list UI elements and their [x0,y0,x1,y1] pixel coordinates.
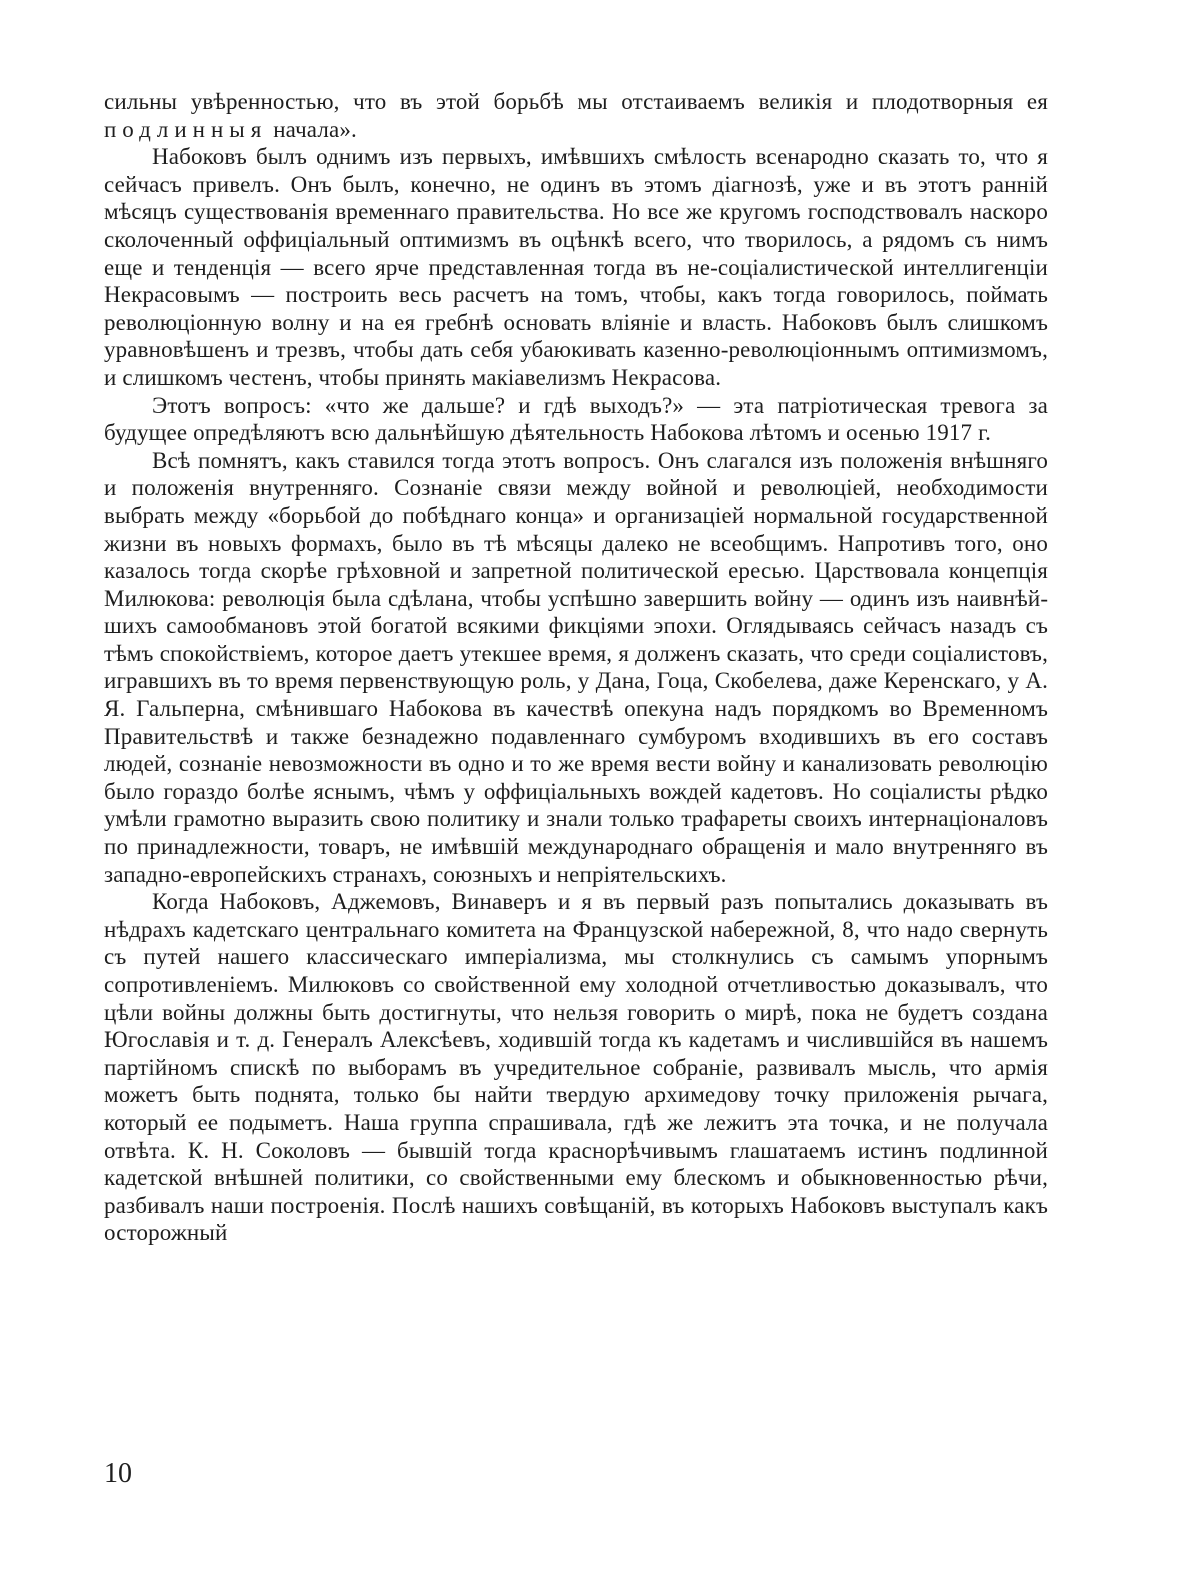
page-number: 10 [104,1458,132,1489]
paragraph-continued [104,88,1048,143]
paragraph-2: Набоковъ былъ однимъ изъ первыхъ, имѣвшихъ смѣлость всенародно сказать то, что я сейчасъ привелъ. Онъ былъ, конечно, не одинъ въ этомъ діагнозѣ, уже и въ этотъ раннiй мѣсяцъ существованія временнаго правительства. Но все же кругомъ господствовалъ наскоро сколоченный оффиціальный оптимизмъ въ оцѣнкѣ всего, что творилось, а рядомъ съ нимъ еще и тенденція — всего ярче представленная тогда въ не-соціалистической интеллигенціи Некрасовымъ — построить весь расчетъ на томъ, чтобы, какъ тогда говорилось, поймать революціонную волну и на ея гребнѣ основать вліяніе и власть. Набоковъ былъ слишкомъ уравновѣшенъ и трезвъ, чтобы дать себя убаюкивать казенно-революціоннымъ оптимизмомъ, и слишкомъ честенъ, чтобы принять макіавелизмъ Некрасова. [104,144,1048,390]
paragraph-3: Этотъ вопросъ: «что же дальше? и гдѣ выходъ?» — эта патріотическая тревога за будущее опредѣляютъ всю дальнѣйшую дѣятельность Набокова лѣтомъ и осенью 1917 г. [104,392,1048,446]
body-text [104,88,1048,1247]
paragraph-4: Всѣ помнятъ, какъ ставился тогда этотъ вопросъ. Онъ слагался изъ положенія внѣшняго и положенія внутренняго. Сознаніе связи между войной и революціей, необходимости выбрать между «борьбой до побѣднаго конца» и организаціей нормальной государственной жизни въ новыхъ формахъ, было въ тѣ мѣсяцы далеко не всеобщимъ. Напротивъ того, оно казалось тогда скорѣе грѣховной и запретной политической ересью. Царствовала концепція Милюкова: революція была сдѣлана, чтобы успѣшно завершить войну — одинъ изъ наивнѣйшихъ самообмановъ этой богатой всякими фикціями эпохи. Оглядываясь сейчасъ назадъ съ тѣмъ спокойствіемъ, которое даетъ утекшее время, я долженъ сказать, что среди соціалистовъ, игравшихъ въ то время первенствующую роль, у Дана, Гоца, Скобелева, даже Керенскаго, у А. Я. Гальперна, смѣнившаго Набокова въ качествѣ опекуна надъ порядкомъ во Временномъ Правительствѣ и также безнадежно подавленнаго сумбуромъ входившихъ въ его составъ людей, сознаніе невозможности въ одно и то же время вести войну и канализовать революцію было гораздо болѣе яснымъ, чѣмъ у оффиціальныхъ вождей кадетовъ. Но соціалисты рѣдко умѣли грамотно выразить свою политику и знали только трафареты своихъ интернаціоналовъ по принадлежности, товаръ, не имѣвшiй международнаго обращенія и мало внутренняго въ западно-европейскихъ странахъ, союзныхъ и непріятельскихъ. [104,447,1048,887]
paragraph-1-text: сильны увѣренностью, что въ этой борьбѣ мы отстаиваемъ великія и плодотворныя ея [104,89,1048,114]
paragraph-1-spaced-word: подлинныя [104,116,268,142]
paragraph-5: Когда Набоковъ, Аджемовъ, Винаверъ и я въ первый разъ попытались доказывать въ нѣдрахъ кадетскаго центральнаго комитета на Французской набережной, 8, что надо свернуть съ путей нашего классическаго имперіализма, мы столкнулись съ самымъ упорнымъ сопротивленіемъ. Милюковъ со свойственной ему холодной отчетливостью доказывалъ, что цѣли войны должны быть достигнуты, что нельзя говорить о мирѣ, пока не будетъ создана Югославія и т. д. Генералъ Алексѣевъ, ходившій тогда къ кадетамъ и числившійся въ нашемъ партійномъ спискѣ по выборамъ въ учредительное собраніе, развивалъ мысль, что армія можетъ быть поднята, только бы найти твердую архимедову точку приложенія рычага, который ее подыметъ. Наша группа спрашивала, гдѣ же лежитъ эта точка, и не получала отвѣта. К. Н. Соколовъ — бывшій тогда краснорѣчивымъ глашатаемъ истинъ подлинной кадетской внѣшней политики, со свойственными ему блескомъ и обыкновенностью рѣчи, разбивалъ наши построенія. Послѣ нашихъ совѣщаній, въ которыхъ Набоковъ выступалъ какъ осторожный [104,889,1048,1246]
paragraph-1-ending: начала». [267,116,357,142]
